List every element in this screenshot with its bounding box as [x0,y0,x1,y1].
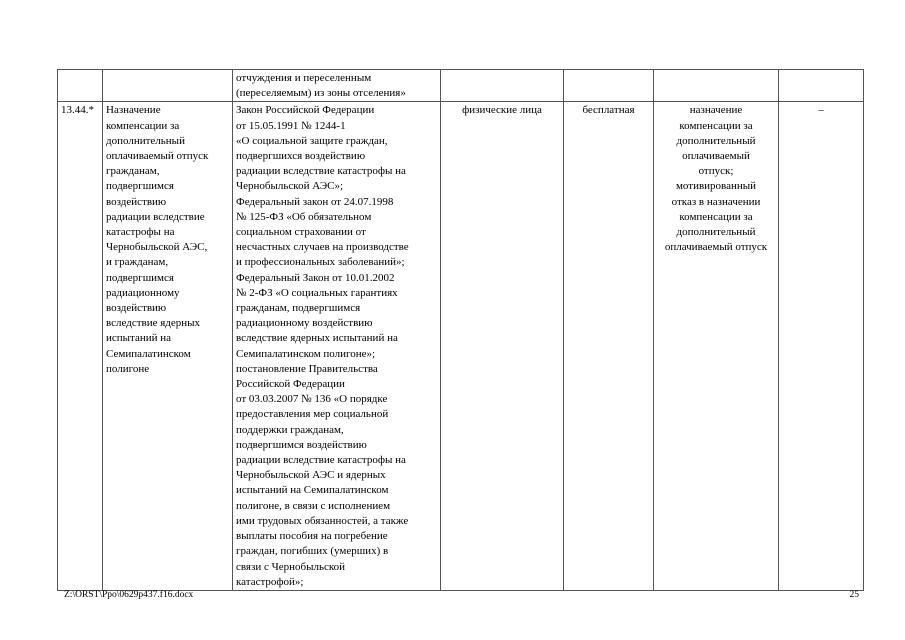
text-line: ими трудовых обязанностей, а также [236,514,409,527]
text-line: компенсации за [679,210,753,223]
row-number: 13.44.* [61,104,94,117]
text-line: «О социальной защите граждан, [236,134,388,147]
text-line: Семипалатинском [106,347,191,360]
text-line: отказ в назначении [671,195,761,208]
text-line: связи с Чернобыльской [236,560,346,573]
text-line: подвергшимся воздействию [236,438,367,451]
text-line: Федеральный Закон от 10.01.2002 [236,271,395,284]
text-line: испытаний на [106,332,172,345]
text-line: подвергшихся воздействию [236,150,366,163]
cell-cost-empty [564,70,654,102]
text-line: Чернобыльской АЭС, [106,241,208,254]
text-line: Закон Российской Федерации [236,104,375,117]
text-line: и гражданам, [106,256,169,269]
page-number: 25 [849,590,859,600]
cell-result [654,102,779,591]
cell-recipients-empty [441,70,564,102]
cost-text: бесплатная [582,104,635,117]
text-line: № 125-ФЗ «Об обязательном [236,210,372,223]
text-line: радиационному воздействию [236,317,373,330]
text-line: мотивированный [675,180,757,193]
text-line: компенсации за [106,119,180,132]
text-line: дополнительный [106,134,185,147]
cell-legal-basis-continuation [233,70,441,102]
text-line: полигоне, в связи с исполнением [236,499,391,512]
text-line: Российской Федерации [236,378,345,391]
note-text: – [818,104,824,117]
text-line: Семипалатинском полигоне»; [236,347,376,360]
result-text [657,103,775,255]
text-line: Чернобыльской АЭС»; [236,180,344,193]
text-line: от 15.05.1991 № 1244-1 [236,119,346,132]
text-line: выплаты пособия на погребение [236,530,388,543]
text-line: подвергшимся [106,180,174,193]
footer-file-path: Z:\ORST\Ppo\0629p437.f16.docx [64,590,194,600]
text-line: дополнительный [676,134,756,147]
text-line: отчуждения и переселенным [236,72,372,84]
text-line: катастрофой»; [236,575,304,588]
text-line: отпуск; [698,165,734,178]
services-table [57,69,864,591]
cell-note [779,102,864,591]
text-line: испытаний на Семипалатинском [236,484,389,497]
text-line: дополнительный [676,226,756,239]
cell-legal-basis [233,102,441,591]
text-line: гражданам, подвергшимся [236,302,361,315]
legal-basis-text [236,103,437,590]
cell-service-empty [103,70,233,102]
legal-basis-continuation-text [236,71,437,101]
cell-result-empty [654,70,779,102]
text-line: оплачиваемый отпуск [664,241,768,254]
table-row-continuation [58,70,864,102]
text-line: оплачиваемый [682,150,750,163]
text-line: и профессиональных заболеваний»; [236,256,405,269]
text-line: предоставления мер социальной [236,408,389,421]
text-line: Назначение [106,104,161,117]
text-line: несчастных случаев на производстве [236,241,409,254]
text-line: Федеральный закон от 24.07.1998 [236,195,394,208]
text-line: вследствие ядерных испытаний на [236,332,398,345]
service-name-text [106,103,229,377]
text-line: от 03.03.2007 № 136 «О порядке [236,393,388,406]
text-line: катастрофы на [106,226,175,239]
text-line: № 2-ФЗ «О социальных гарантиях [236,286,398,299]
cell-number-empty [58,70,103,102]
text-line: гражданам, [106,165,160,178]
text-line: воздействию [106,302,167,315]
cell-note-empty [779,70,864,102]
text-line: воздействию [106,195,167,208]
text-line: граждан, погибших (умерших) в [236,545,389,558]
text-line: радиации вследствие катастрофы на [236,454,406,467]
table-row-13-44 [58,102,864,591]
text-line: назначение [689,104,743,117]
text-line: постановление Правительства [236,362,378,375]
text-line: подвергшимся [106,271,174,284]
text-line: оплачиваемый отпуск [106,150,209,163]
text-line: (переселяемым) из зоны отселения» [236,87,406,100]
text-line: социальном страховании от [236,226,366,239]
cell-recipients [441,102,564,591]
text-line: Чернобыльской АЭС и ядерных [236,469,386,482]
text-line: поддержки гражданам, [236,423,344,436]
text-line: радиации вследствие [106,210,205,223]
text-line: полигоне [106,362,150,375]
cell-cost [564,102,654,591]
text-line: компенсации за [679,119,753,132]
recipients-text: физические лица [462,104,542,117]
text-line: вследствие ядерных [106,317,201,330]
cell-number [58,102,103,591]
text-line: радиации вследствие катастрофы на [236,165,406,178]
text-line: радиационному [106,286,180,299]
cell-service-name [103,102,233,591]
